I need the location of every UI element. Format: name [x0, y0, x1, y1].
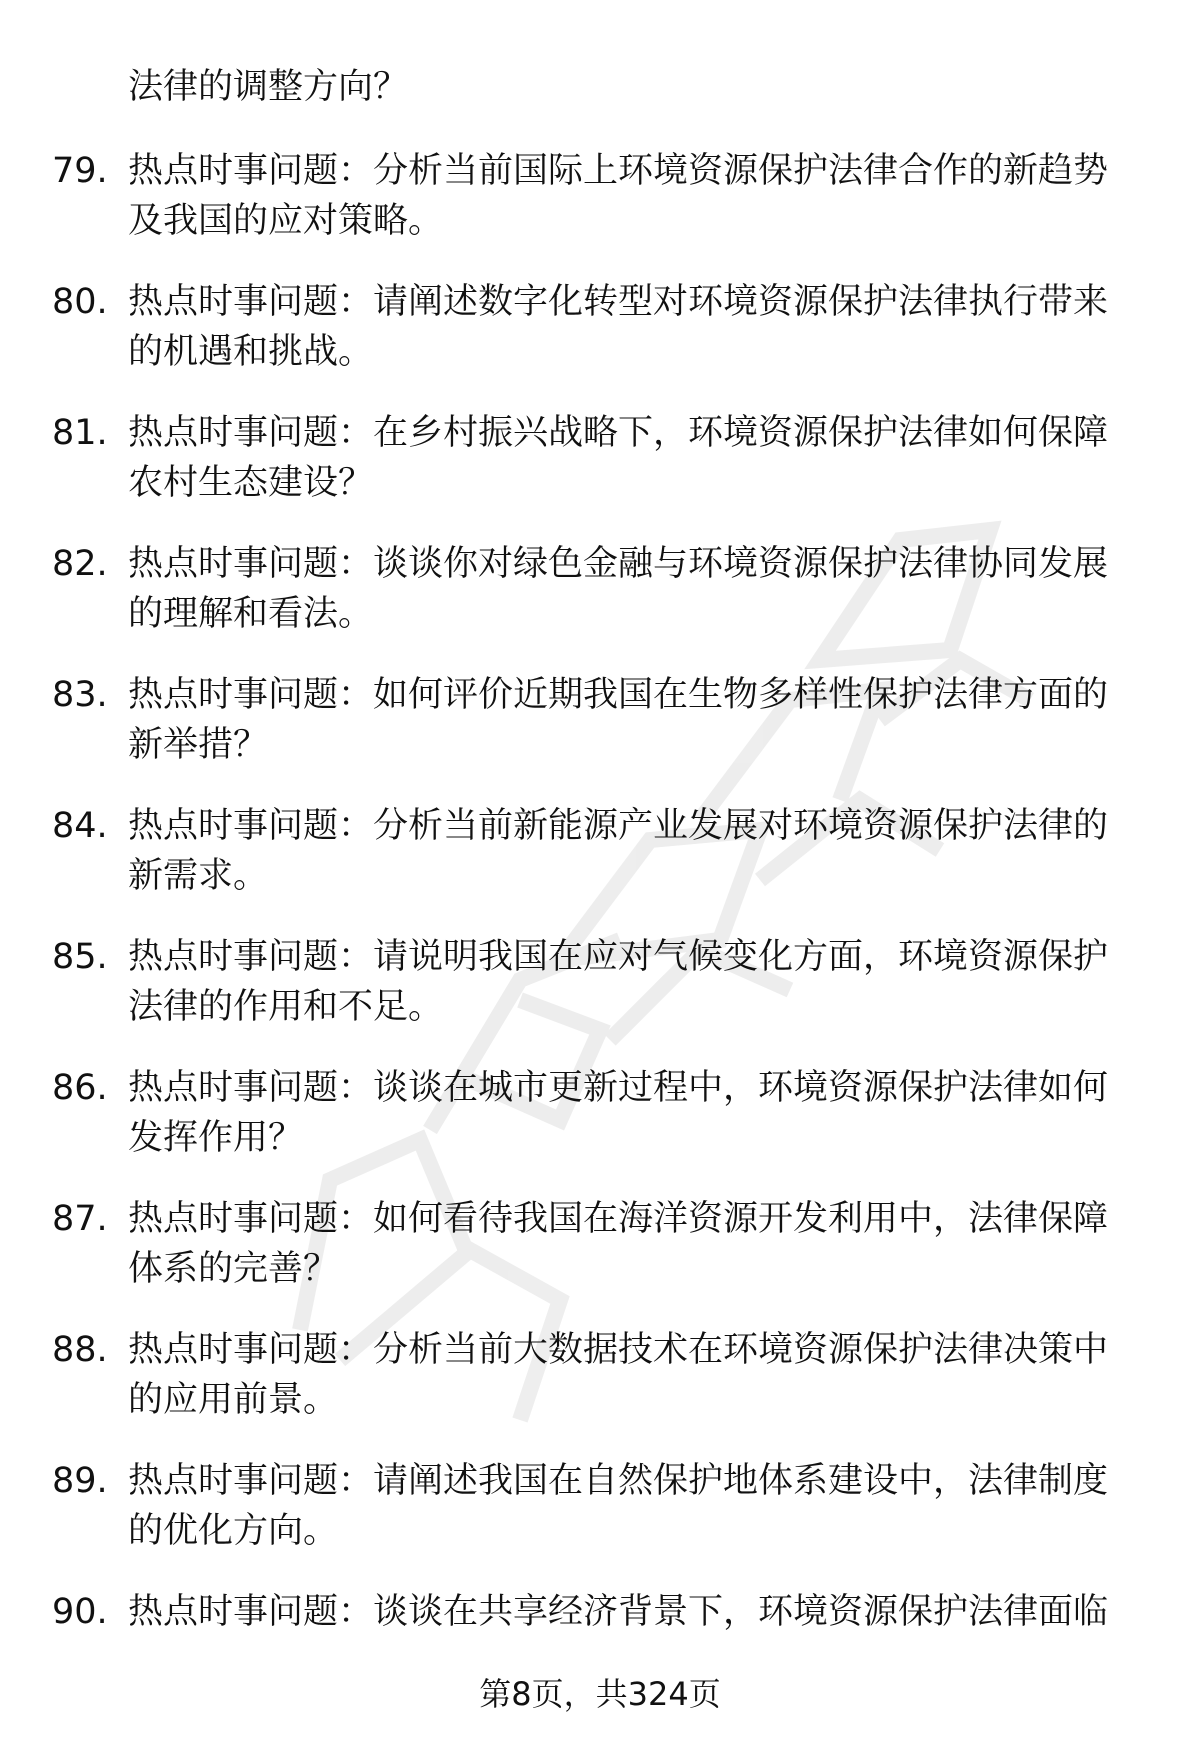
question-number: 81.	[52, 413, 108, 453]
question-number: 82.	[52, 544, 108, 584]
list-item	[0, 277, 1200, 408]
question-text: 热点时事问题：如何评价近期我国在生物多样性保护法律方面的新举措？	[128, 675, 1109, 765]
question-text: 热点时事问题：在乡村振兴战略下，环境资源保护法律如何保障农村生态建设？	[128, 413, 1109, 503]
list-item	[0, 1063, 1200, 1194]
list-item	[0, 670, 1200, 801]
question-text: 热点时事问题：谈谈你对绿色金融与环境资源保护法律协同发展的理解和看法。	[128, 544, 1109, 634]
question-number: 88.	[52, 1330, 108, 1370]
question-number: 83.	[52, 675, 108, 715]
question-text: 热点时事问题：分析当前新能源产业发展对环境资源保护法律的新需求。	[128, 806, 1109, 896]
list-item	[0, 1325, 1200, 1456]
list-item	[0, 801, 1200, 932]
question-number: 86.	[52, 1068, 108, 1108]
question-text: 热点时事问题：分析当前国际上环境资源保护法律合作的新趋势及我国的应对策略。	[128, 151, 1109, 241]
list-item	[0, 146, 1200, 277]
question-list	[0, 146, 1200, 1718]
question-number: 90.	[52, 1592, 108, 1632]
list-item	[0, 408, 1200, 539]
question-text: 热点时事问题：分析当前大数据技术在环境资源保护法律决策中的应用前景。	[128, 1330, 1109, 1420]
page-footer: 第8页，共324页	[479, 1675, 721, 1713]
question-number: 87.	[52, 1199, 108, 1239]
continuation-text: 法律的调整方向？	[128, 67, 409, 107]
question-text: 热点时事问题：请阐述数字化转型对环境资源保护法律执行带来的机遇和挑战。	[128, 282, 1109, 372]
list-item	[0, 932, 1200, 1063]
question-number: 89.	[52, 1461, 108, 1501]
question-number: 80.	[52, 282, 108, 322]
question-number: 79.	[52, 151, 108, 191]
list-item	[0, 539, 1200, 670]
question-text: 热点时事问题：请阐述我国在自然保护地体系建设中，法律制度的优化方向。	[128, 1461, 1109, 1551]
question-text: 热点时事问题：请说明我国在应对气候变化方面，环境资源保护法律的作用和不足。	[128, 937, 1109, 1027]
question-text: 热点时事问题：谈谈在城市更新过程中，环境资源保护法律如何发挥作用？	[128, 1068, 1109, 1158]
question-number: 84.	[52, 806, 108, 846]
list-item	[0, 1194, 1200, 1325]
question-text: 热点时事问题：如何看待我国在海洋资源开发利用中，法律保障体系的完善？	[128, 1199, 1109, 1289]
question-number: 85.	[52, 937, 108, 977]
list-item	[0, 1456, 1200, 1587]
question-text: 热点时事问题：谈谈在共享经济背景下，环境资源保护法律面临	[128, 1592, 1109, 1632]
